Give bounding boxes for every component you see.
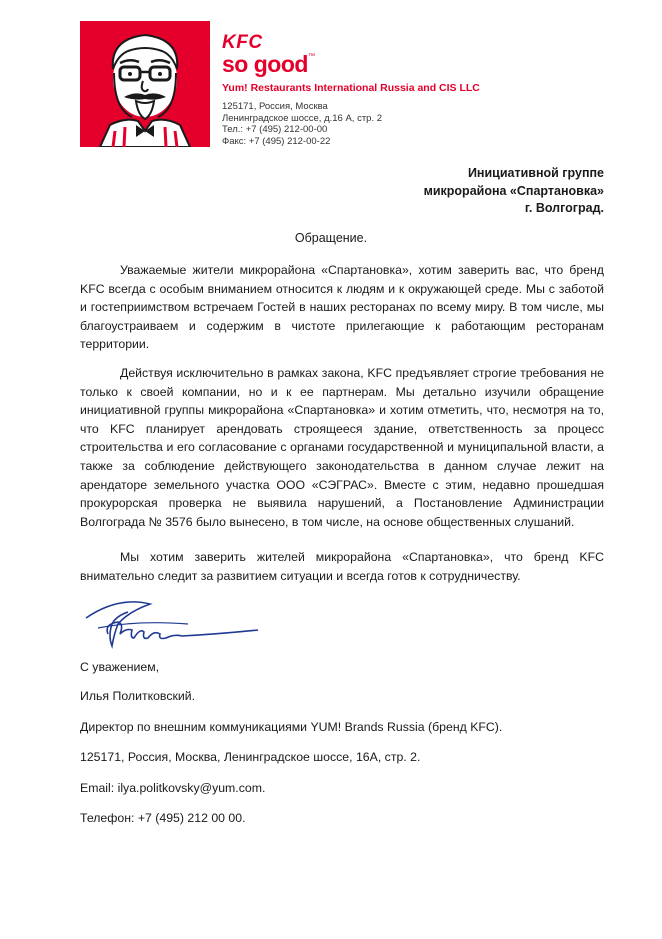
signer-position: Директор по внешним коммуникациями YUM! Brands Russia (бренд KFC). <box>80 720 503 734</box>
body-paragraph: Уважаемые жители микрорайона «Спартановка», хотим заверить вас, что бренд KFC всегда с особым вниманием относится к людям и к окружающей среде. Мы с заботой и гостеприимством встречаем Гостей в наших ресторанах по всему миру. В том числе, мы благоустраиваем и содержим в чистоте прилегающие к работающим ресторанам территории. <box>80 263 604 352</box>
kfc-colonel-logo <box>80 21 210 147</box>
trademark-symbol: ™ <box>307 53 315 60</box>
phone-line: Тел.: +7 (495) 212-00-00 <box>222 124 328 135</box>
letterhead-address <box>222 101 382 147</box>
recipient-block <box>424 165 604 218</box>
handwritten-signature <box>78 594 268 659</box>
address-line: 125171, Россия, Москва <box>222 101 328 112</box>
brand-kfc-text: KFC <box>222 32 263 53</box>
company-name: Yum! Restaurants International Russia and CIS LLC <box>222 82 480 94</box>
closing-regards: С уважением, <box>80 660 160 674</box>
address-line: Ленинградское шоссе, д.16 А, стр. 2 <box>222 112 383 124</box>
fax-line: Факс: +7 (495) 212-00-22 <box>222 135 331 147</box>
recipient-line: Инициативной группе <box>467 166 604 180</box>
document-title: Обращение. <box>294 231 368 245</box>
signer-email: Email: ilya.politkovsky@yum.com. <box>80 781 266 795</box>
signer-name: Илья Политковский. <box>80 689 196 703</box>
brand-wordmark <box>222 33 315 77</box>
signer-address: 125171, Россия, Москва, Ленинградское шоссе, 16А, стр. 2. <box>80 750 421 764</box>
signer-phone: Телефон: +7 (495) 212 00 00. <box>80 811 246 825</box>
brand-sogood-text: so good <box>222 51 308 77</box>
recipient-city: г. Волгоград. <box>524 201 604 215</box>
body-paragraph: Действуя исключительно в рамках закона, KFC предъявляет строгие требования не только к своей компании, но и к ее партнерам. Мы детально изучили обращение инициативной группы микрорайона «Спартановка» и хотим отметить, что, несмотря на то, что KFC планирует арендовать строящееся здание, ответственность за процесс строительства и его согласование с органами государственной и муниципальной власти, а также за соблюдение действующего законодательства в данном случае лежит на арендаторе земельного участка ООО «СЭГРАС». Вместе с этим, недавно прошедшая прокурорская проверка не выявила нарушений, а Постановление Администрации Волгограда № 3576 было вынесено, в том числе, на основе общественных слушаний. <box>80 366 604 529</box>
recipient-line: микрорайона «Спартановка» <box>423 183 604 198</box>
body-paragraph: Мы хотим заверить жителей микрорайона «Спартановка», что бренд KFC внимательно следит за развитием ситуации и всегда готов к сотрудничеству. <box>80 550 604 583</box>
